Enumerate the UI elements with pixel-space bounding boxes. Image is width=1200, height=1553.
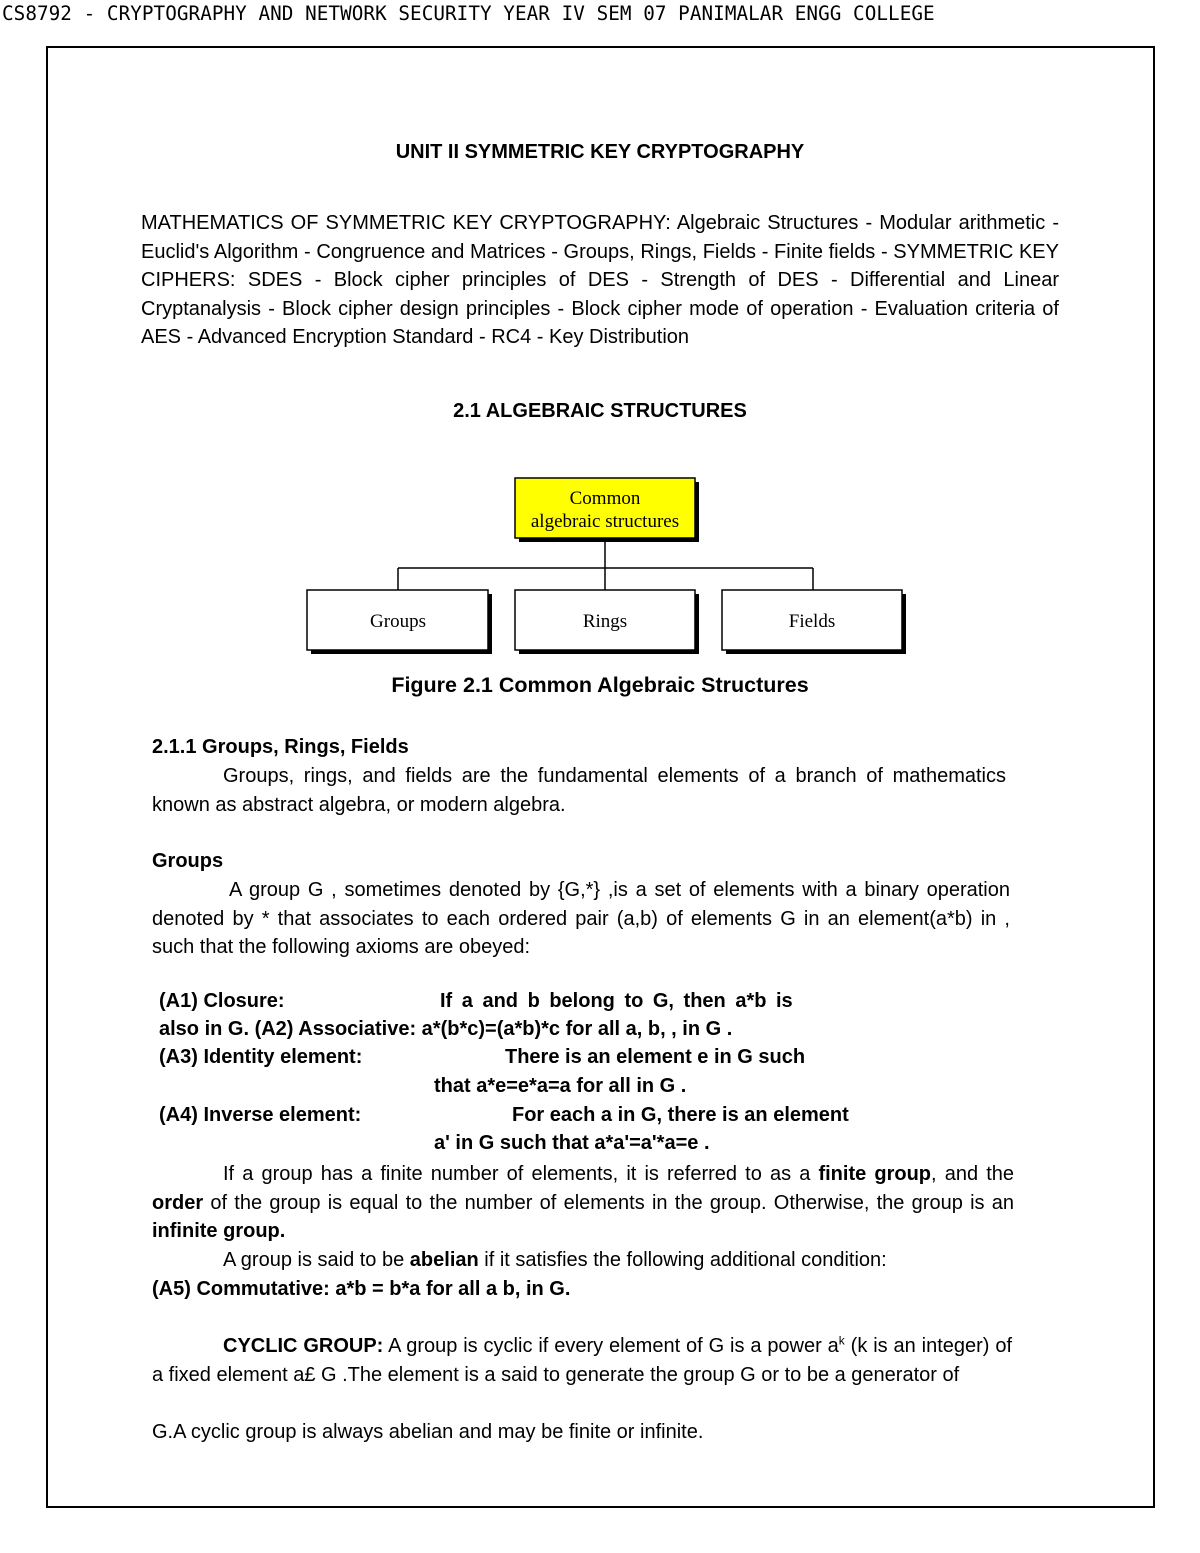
root-label-line1: Common	[569, 488, 641, 509]
cyclic-group-paragraph	[152, 1332, 1012, 1389]
abelian-term: abelian	[409, 1249, 479, 1271]
unit-title: UNIT II SYMMETRIC KEY CRYPTOGRAPHY	[395, 141, 805, 163]
abelian-text-1: A group is said to be	[223, 1249, 410, 1271]
finite-text-2: , and the	[931, 1163, 1015, 1185]
root-label-line2: algebraic structures	[530, 511, 680, 532]
axiom-a3-text: There is an element e in G such	[505, 1046, 806, 1068]
cyclic-last-line: G.A cyclic group is always abelian and may be finite or infinite.	[152, 1421, 704, 1443]
axiom-a4-text: For each a in G, there is an element	[512, 1104, 849, 1126]
groups-definition-text: A group G , sometimes denoted by {G,*} ,is a set of elements with a binary operation denoted by * that associates to each ordered pair (a,b) of elements G in an element(a*b) in , such that the following axioms are obeyed:	[152, 879, 1010, 959]
axiom-a4-cont: a' in G such that a*a'=a'*a=e .	[434, 1132, 710, 1154]
rings-label: Rings	[582, 611, 628, 632]
groups-definition	[152, 876, 1010, 962]
running-header: CS8792 - CRYPTOGRAPHY AND NETWORK SECURITY YEAR IV SEM 07 PANIMALAR ENGG COLLEGE	[2, 2, 935, 25]
finite-text-3: of the group is equal to the number of elements in the group. Otherwise, the group is an	[203, 1191, 1014, 1214]
axiom-a3-cont: that a*e=e*a=a for all in G .	[434, 1075, 687, 1097]
abelian-text-2: if it satisfies the following additional condition:	[478, 1249, 887, 1271]
cyclic-exponent: k	[838, 1333, 845, 1348]
axiom-a1-label: (A1) Closure:	[159, 990, 285, 1012]
cyclic-group-label: CYCLIC GROUP:	[223, 1335, 384, 1357]
cyclic-text-1: A group is cyclic if every element of G is a power a	[383, 1335, 839, 1357]
axiom-a4-label: (A4) Inverse element:	[159, 1104, 362, 1126]
finite-text-1: If a group has a finite number of elements, it is referred to as a	[223, 1163, 819, 1185]
algebraic-structures-diagram	[0, 470, 1200, 660]
groups-heading: Groups	[152, 850, 224, 872]
finite-group-term: finite group	[818, 1163, 932, 1185]
axiom-a2-line: also in G. (A2) Associative: a*(b*c)=(a*b)*c for all a, b, , in G .	[159, 1018, 733, 1040]
intro-paragraph-text: Groups, rings, and fields are the fundamental elements of a branch of mathematics known as abstract algebra, or modern algebra.	[152, 765, 1006, 816]
figure-caption: Figure 2.1 Common Algebraic Structures	[391, 673, 809, 697]
order-term: order	[152, 1191, 204, 1214]
subsection-title: 2.1.1 Groups, Rings, Fields	[152, 736, 409, 758]
syllabus-paragraph: MATHEMATICS OF SYMMETRIC KEY CRYPTOGRAPHY: Algebraic Structures - Modular arithmetic - Euclid's Algorithm - Congruence and Matrices - Groups, Rings, Fields - Finite fields - SYMMETRIC KEY CIPHERS: SDES - Block cipher principles of DES - Strength of DES - Differential and Linear Cryptanalysis - Block cipher design principles - Block cipher mode of operation - Evaluation criteria of AES - Advanced Encryption Standard - RC4 - Key Distribution	[141, 212, 1059, 349]
axiom-a5-line: (A5) Commutative: a*b = b*a for all a b, in G.	[152, 1278, 571, 1300]
groups-label: Groups	[370, 611, 426, 632]
cyclic-text-2: (k is an integer) of a fixed element a£ G .The element is a said to generate the group G or to be a generator of	[152, 1335, 1013, 1386]
fields-label: Fields	[788, 611, 836, 632]
intro-paragraph	[152, 762, 1006, 819]
infinite-group-term: infinite group.	[152, 1220, 286, 1243]
axiom-a3-label: (A3) Identity element:	[159, 1046, 363, 1068]
abelian-line	[223, 1246, 887, 1275]
axiom-a1-text: If a and b belong to G, then a*b is	[440, 990, 793, 1012]
section-title: 2.1 ALGEBRAIC STRUCTURES	[453, 400, 747, 422]
finite-group-paragraph	[152, 1160, 1014, 1246]
